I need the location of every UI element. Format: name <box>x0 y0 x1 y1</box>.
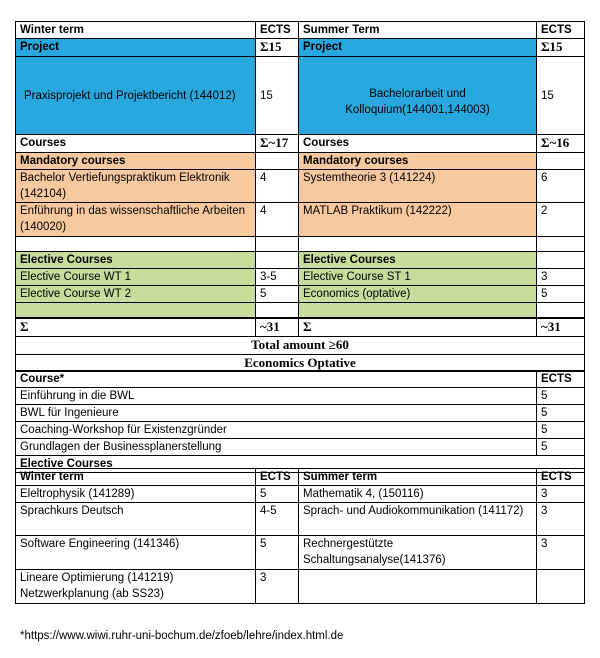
winter-course: Sprachkurs Deutsch <box>16 503 256 536</box>
economics-row <box>16 439 585 456</box>
project-row <box>16 39 585 57</box>
empty-cell <box>299 303 537 318</box>
elective-label-winter: Elective Courses <box>16 252 256 269</box>
winter-term-header: Winter term <box>16 469 256 486</box>
elective-ects-winter: 3-5 <box>256 269 299 286</box>
elective-course-row <box>16 570 585 604</box>
sum-label-summer: Σ <box>299 318 537 337</box>
economics-row <box>16 405 585 422</box>
total-amount: Total amount ≥60 <box>16 337 585 355</box>
ects-header-winter: ECTS <box>256 469 299 486</box>
empty-cell <box>537 153 585 170</box>
winter-ects: 5 <box>256 486 299 503</box>
economics-title-row <box>16 355 585 372</box>
summer-term-header: Summer Term <box>299 22 537 39</box>
elective-row <box>16 269 585 286</box>
empty-cell <box>256 303 299 318</box>
winter-course: Software Engineering (141346) <box>16 536 256 570</box>
courses-label-summer: Courses <box>299 135 537 153</box>
empty-cell <box>16 303 256 318</box>
total-row <box>16 337 585 355</box>
winter-course: Eleltrophysik (141289) <box>16 486 256 503</box>
mandatory-header-row <box>16 153 585 170</box>
mandatory-ects-summer: 2 <box>537 203 585 237</box>
ects-header-winter: ECTS <box>256 22 299 39</box>
economics-ects: 5 <box>537 422 585 439</box>
winter-ects: 4-5 <box>256 503 299 536</box>
sum-value-summer: ~31 <box>537 318 585 337</box>
winter-course: Lineare Optimierung (141219) Netzwerkplanung (ab SS23) <box>16 570 256 604</box>
project-sum-summer: Σ15 <box>537 39 585 57</box>
courses-sum-summer: Σ~16 <box>537 135 585 153</box>
summer-ects <box>537 570 585 604</box>
economics-table <box>15 370 585 473</box>
summer-course <box>299 570 537 604</box>
project-label-winter: Project <box>16 39 256 57</box>
mandatory-label-summer: Mandatory courses <box>299 153 537 170</box>
winter-ects: 5 <box>256 536 299 570</box>
elective-course-winter: Elective Course WT 2 <box>16 286 256 303</box>
mandatory-row <box>16 170 585 203</box>
economics-course: BWL für Ingenieure <box>16 405 537 422</box>
courses-label-winter: Courses <box>16 135 256 153</box>
winter-ects: 3 <box>256 570 299 604</box>
courses-sum-winter: Σ~17 <box>256 135 299 153</box>
footnote-url: *https://www.wiwi.ruhr-uni-bochum.de/zfoeb/lehre/index.html.de <box>20 630 344 642</box>
economics-header-row <box>16 371 585 388</box>
economics-optative-title: Economics Optative <box>16 355 585 372</box>
economics-ects: 5 <box>537 405 585 422</box>
empty-cell <box>537 237 585 252</box>
ects-header-summer: ECTS <box>537 22 585 39</box>
mandatory-row <box>16 203 585 237</box>
summer-course: Rechnergestützte Schaltungsanalyse(141376) <box>299 536 537 570</box>
mandatory-course-winter: Enführung in das wissenschaftliche Arbeiten (140020) <box>16 203 256 237</box>
project-detail-row <box>16 57 585 135</box>
empty-cell <box>256 153 299 170</box>
elective-ects-winter: 5 <box>256 286 299 303</box>
elective-course-winter: Elective Course WT 1 <box>16 269 256 286</box>
summer-term-header: Summer term <box>299 469 537 486</box>
empty-cell <box>256 252 299 269</box>
mandatory-course-summer: Systemtheorie 3 (141224) <box>299 170 537 203</box>
economics-course: Coaching-Workshop für Existenzgründer <box>16 422 537 439</box>
empty-cell <box>537 252 585 269</box>
curriculum-table <box>15 21 585 372</box>
summer-ects: 3 <box>537 536 585 570</box>
project-sum-winter: Σ15 <box>256 39 299 57</box>
summer-ects: 3 <box>537 503 585 536</box>
mandatory-course-winter: Bachelor Vertiefungspraktikum Elektronik (142104) <box>16 170 256 203</box>
elective-course-row <box>16 486 585 503</box>
mandatory-label-winter: Mandatory courses <box>16 153 256 170</box>
elective-course-row <box>16 536 585 570</box>
project-label-summer: Project <box>299 39 537 57</box>
sum-value-winter: ~31 <box>256 318 299 337</box>
summer-course: Sprach- und Audiokommunikation (141172) <box>299 503 537 536</box>
courses-row <box>16 135 585 153</box>
mandatory-course-summer: MATLAB Praktikum (142222) <box>299 203 537 237</box>
economics-ects: 5 <box>537 388 585 405</box>
winter-term-header: Winter term <box>16 22 256 39</box>
mandatory-ects-summer: 6 <box>537 170 585 203</box>
elective-courses-table <box>15 468 585 604</box>
elective-course-summer: Economics (optative) <box>299 286 537 303</box>
summer-ects: 3 <box>537 486 585 503</box>
course-header: Course* <box>16 371 537 388</box>
elective-course-summer: Elective Course ST 1 <box>299 269 537 286</box>
empty-cell <box>537 303 585 318</box>
praxisprojekt-cell: Praxisprojekt und Projektbericht (144012) <box>16 57 256 135</box>
bachelorarbeit-cell: Bachelorarbeit und Kolloquium(144001,144003) <box>299 57 537 135</box>
economics-course: Einführung in die BWL <box>16 388 537 405</box>
elective-header-row <box>16 252 585 269</box>
elective-row <box>16 286 585 303</box>
elective-ects-summer: 5 <box>537 286 585 303</box>
economics-ects: 5 <box>537 439 585 456</box>
elective-header-row <box>16 469 585 486</box>
economics-course: Grundlagen der Businessplanerstellung <box>16 439 537 456</box>
elective-course-row <box>16 503 585 536</box>
economics-row <box>16 388 585 405</box>
empty-cell <box>16 237 256 252</box>
empty-cell <box>299 237 537 252</box>
praxisprojekt-ects: 15 <box>256 57 299 135</box>
header-row <box>16 22 585 39</box>
ects-header: ECTS <box>537 371 585 388</box>
elective-spacer-row <box>16 303 585 318</box>
elective-label-summer: Elective Courses <box>299 252 537 269</box>
summer-course: Mathematik 4, (150116) <box>299 486 537 503</box>
empty-cell <box>256 237 299 252</box>
mandatory-ects-winter: 4 <box>256 203 299 237</box>
sum-label-winter: Σ <box>16 318 256 337</box>
ects-header-summer: ECTS <box>537 469 585 486</box>
economics-row <box>16 422 585 439</box>
bachelorarbeit-ects: 15 <box>537 57 585 135</box>
mandatory-ects-winter: 4 <box>256 170 299 203</box>
spacer-row <box>16 237 585 252</box>
elective-courses-label: Elective Courses <box>16 456 585 473</box>
elective-ects-summer: 3 <box>537 269 585 286</box>
sum-row <box>16 318 585 337</box>
